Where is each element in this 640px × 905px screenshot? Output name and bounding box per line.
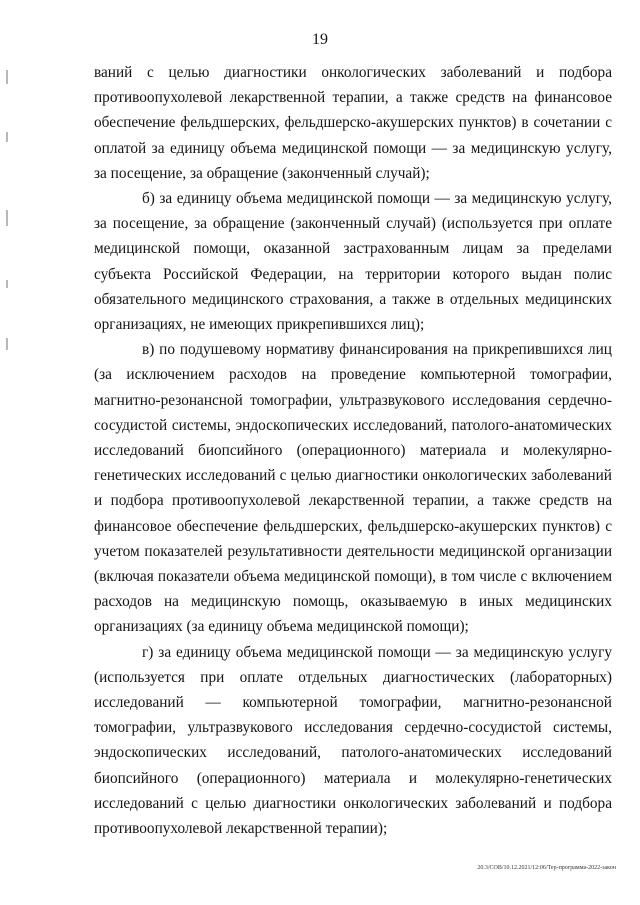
document-footer: 20.3/СОВ/10.12.2021/12:06/Тер-программа-2022-закон	[477, 865, 616, 871]
margin-scan-marks	[6, 70, 9, 370]
page-number: 19	[312, 31, 328, 48]
paragraph-item-v: в) по подушевому нормативу финансирования на прикрепившихся лиц (за исключением расходов на проведение компьютерной томографии, магнитно-резонансной томографии, ультразвукового исследования сердечно-сосудистой системы, эндоскопических исследований, патолого-анатомических исследований биопсийного (операционного) материала и молекулярно-генетических исследований с целью диагностики онкологических заболеваний и подбора противоопухолевой лекарственной терапии, а также средств на финансовое обеспечение фельдшерских, фельдшерско-акушерских пунктов) с учетом показателей результативности деятельности медицинской организации (включая показатели объема медицинской помощи), в том числе с включением расходов на медицинскую помощь, оказываемую в иных медицинских организациях (за единицу объема медицинской помощи);	[94, 341, 612, 636]
paragraph-continuation: ваний с целью диагностики онкологических заболеваний и подбора противоопухолевой лекарственной терапии, а также средств на финансовое обеспечение фельдшерских, фельдшерско-акушерских пунктов) в сочетании с оплатой за единицу объема медицинской помощи — за медицинскую услугу, за посещение, за обращение (законченный случай);	[94, 64, 612, 182]
paragraph-item-b: б) за единицу объема медицинской помощи — за медицинскую услугу, за посещение, за обращение (законченный случай) (используется при оплате медицинской помощи, оказанной застрахованным лицам за пределами субъекта Российской Федерации, на территории которого выдан полис обязательного медицинского страхования, а также в отдельных медицинских организациях, не имеющих прикрепившихся лиц);	[94, 190, 612, 334]
document-body	[94, 60, 612, 841]
paragraph-item-g: г) за единицу объема медицинской помощи — за медицинскую услугу (используется при оплате отдельных диагностических (лабораторных) исследований — компьютерной томографии, магнитно-резонансной томографии, ультразвукового исследования сердечно-сосудистой системы, эндоскопических исследований, патолого-анатомических исследований биопсийного (операционного) материала и молекулярно-генетических исследований с целью диагностики онкологических заболеваний и подбора противоопухолевой лекарственной терапии);	[94, 643, 612, 838]
